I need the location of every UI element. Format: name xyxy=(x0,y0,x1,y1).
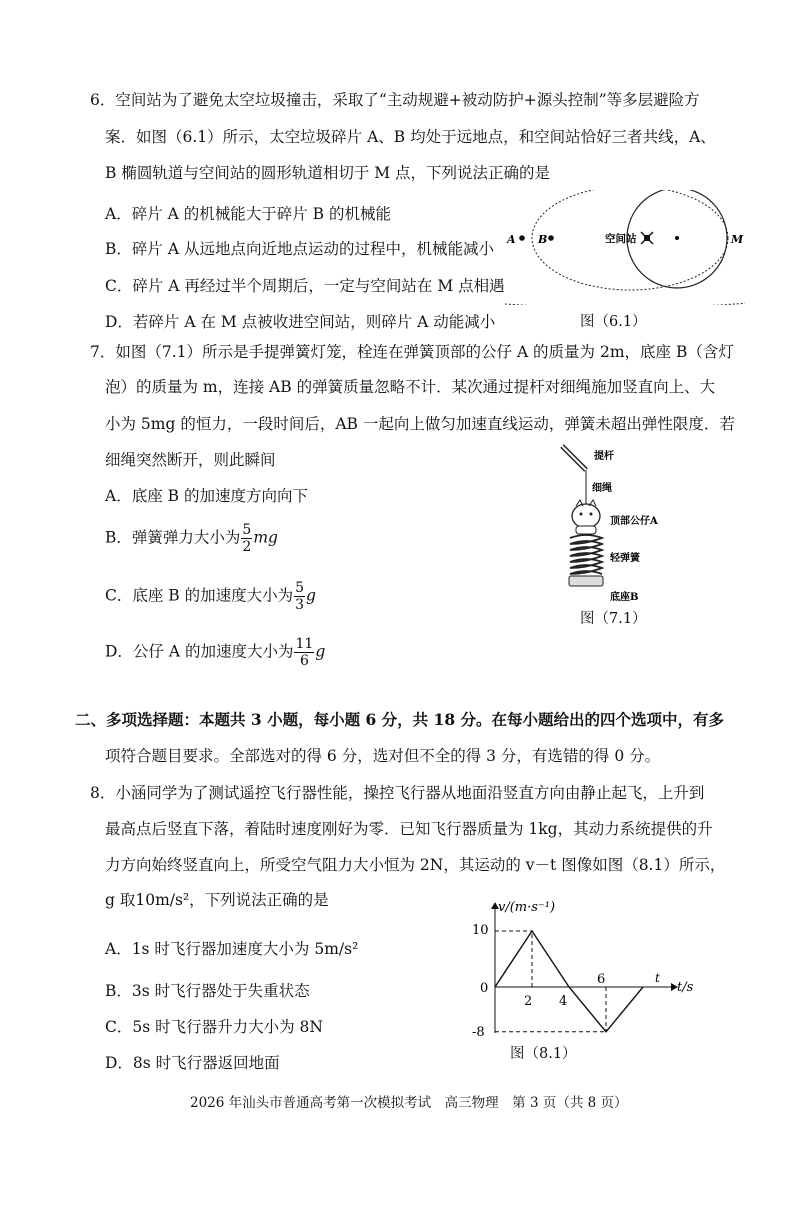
label-m: M xyxy=(731,233,744,246)
orbit-a xyxy=(505,190,745,305)
orbit-figure xyxy=(505,190,745,305)
label-station: 空间站 xyxy=(605,233,637,245)
numerator: 5 xyxy=(295,580,305,596)
unit: g xyxy=(315,642,326,661)
label-spring: 轻弹簧 xyxy=(610,553,640,564)
figure-6-caption: 图（6.1） xyxy=(580,314,647,330)
q7-option-d-text: D．公仔 A 的加速度大小为 xyxy=(105,642,294,661)
q8-option-c: C．5s 时飞行器升力大小为 8N xyxy=(105,1018,323,1036)
lantern-figure xyxy=(556,444,686,609)
fraction xyxy=(241,522,252,555)
q8-line3: 力方向始终竖直向上，所受空气阻力大小恒为 2N，其运动的 v－t 图像如图（8.1）所示， xyxy=(105,856,726,874)
station-icon xyxy=(641,232,653,244)
earth-dot xyxy=(675,236,679,240)
tick-0: 0 xyxy=(480,981,489,996)
q7-line3: 小为 5mg 的恒力，一段时间后，AB 一起向上做匀加速直线运动，弹簧未超出弹性限度．若 xyxy=(105,415,735,433)
toy-icon xyxy=(572,500,600,534)
debris-a xyxy=(519,235,525,241)
section-2-line1: 二、多项选择题：本题共 3 小题，每小题 6 分，共 18 分。在每小题给出的四个选项中，有多 xyxy=(75,710,725,729)
vt-series-line xyxy=(495,931,643,1032)
q6-option-c: C．碎片 A 再经过半个周期后，一定与空间站在 M 点相遇 xyxy=(105,277,505,295)
denominator: 3 xyxy=(295,597,305,614)
denominator: 2 xyxy=(242,539,252,556)
q7-option-b-text: B．弹簧弹力大小为 xyxy=(105,528,241,547)
q7-option-d xyxy=(105,636,325,669)
page-footer: 2026 年汕头市普通高考第一次模拟考试 高三物理 第 3 页（共 8 页） xyxy=(190,1095,628,1111)
tick-4: 4 xyxy=(559,994,568,1009)
q6-option-b: B．碎片 A 从远地点向近地点运动的过程中，机械能减小 xyxy=(105,240,494,258)
q7-option-c xyxy=(105,580,316,613)
q8-line1: 8．小涵同学为了测试遥控飞行器性能，操控飞行器从地面沿竖直方向由静止起飞，上升到 xyxy=(90,784,705,802)
graph-xlabel: t/s xyxy=(677,980,694,995)
section-2-line2: 项符合题目要求。全部选对的得 6 分，选对但不全的得 3 分，有选错的得 0 分。 xyxy=(105,747,661,765)
graph-t-letter: t xyxy=(655,971,660,985)
tick-2: 2 xyxy=(524,994,533,1009)
q8-line4: g 取10m/s²，下列说法正确的是 xyxy=(105,891,329,909)
fraction xyxy=(294,636,314,669)
q6-option-a: A．碎片 A 的机械能大于碎片 B 的机械能 xyxy=(105,205,391,223)
q7-line1: 7．如图（7.1）所示是手提弹簧灯笼，栓连在弹簧顶部的公仔 A 的质量为 2m，底座 B（含灯 xyxy=(90,343,734,361)
numerator: 5 xyxy=(242,522,252,538)
label-rope: 细绳 xyxy=(592,483,612,494)
graph-ylabel: v/(m·s⁻¹) xyxy=(498,900,556,915)
q6-line3: B 椭圆轨道与空间站的圆形轨道相切于 M 点，下列说法正确的是 xyxy=(105,164,551,182)
tick-6: 6 xyxy=(597,972,606,987)
q8-option-d: D．8s 时飞行器返回地面 xyxy=(105,1054,280,1072)
q8-line2: 最高点后竖直下落，着陆时速度刚好为零．已知飞行器质量为 1kg，其动力系统提供的升 xyxy=(105,820,713,838)
q6-option-d: D．若碎片 A 在 M 点被收进空间站，则碎片 A 动能减小 xyxy=(105,313,496,331)
q7-option-a: A．底座 B 的加速度方向向下 xyxy=(105,487,308,505)
figure-8-caption: 图（8.1） xyxy=(510,1046,577,1062)
tick-neg8: -8 xyxy=(472,1025,485,1040)
q7-line4: 细绳突然断开，则此瞬间 xyxy=(105,451,276,469)
q7-line2: 泡）的质量为 m，连接 AB 的弹簧质量忽略不计．某次通过提杆对细绳施加竖直向上、大 xyxy=(105,378,716,396)
debris-b xyxy=(548,235,554,241)
vt-graph xyxy=(455,895,700,1045)
unit: mg xyxy=(253,528,278,547)
unit: g xyxy=(306,586,316,605)
q8-option-b: B．3s 时飞行器处于失重状态 xyxy=(105,982,310,1000)
numerator: 11 xyxy=(295,636,314,652)
label-toy: 顶部公仔A xyxy=(610,516,658,527)
spring-icon xyxy=(570,535,602,574)
rod-icon xyxy=(562,446,586,470)
label-rod: 提杆 xyxy=(594,451,614,462)
label-b: B xyxy=(538,233,548,246)
q7-option-c-text: C．底座 B 的加速度大小为 xyxy=(105,586,294,605)
label-base: 底座B xyxy=(610,592,639,603)
base-icon xyxy=(569,576,603,586)
q8-option-a: A．1s 时飞行器加速度大小为 5m/s² xyxy=(105,940,359,958)
denominator: 6 xyxy=(299,653,309,670)
figure-7-caption: 图（7.1） xyxy=(580,611,647,627)
label-a: A xyxy=(507,233,516,246)
q6-line2: 案．如图（6.1）所示，太空垃圾碎片 A、B 均处于远地点，和空间站恰好三者共线，A、 xyxy=(105,128,716,146)
fraction xyxy=(294,580,305,613)
q7-option-b xyxy=(105,522,278,555)
tick-10: 10 xyxy=(472,923,489,938)
q6-line1: 6．空间站为了避免太空垃圾撞击，采取了“主动规避+被动防护+源头控制”等多层避险方 xyxy=(90,91,700,109)
